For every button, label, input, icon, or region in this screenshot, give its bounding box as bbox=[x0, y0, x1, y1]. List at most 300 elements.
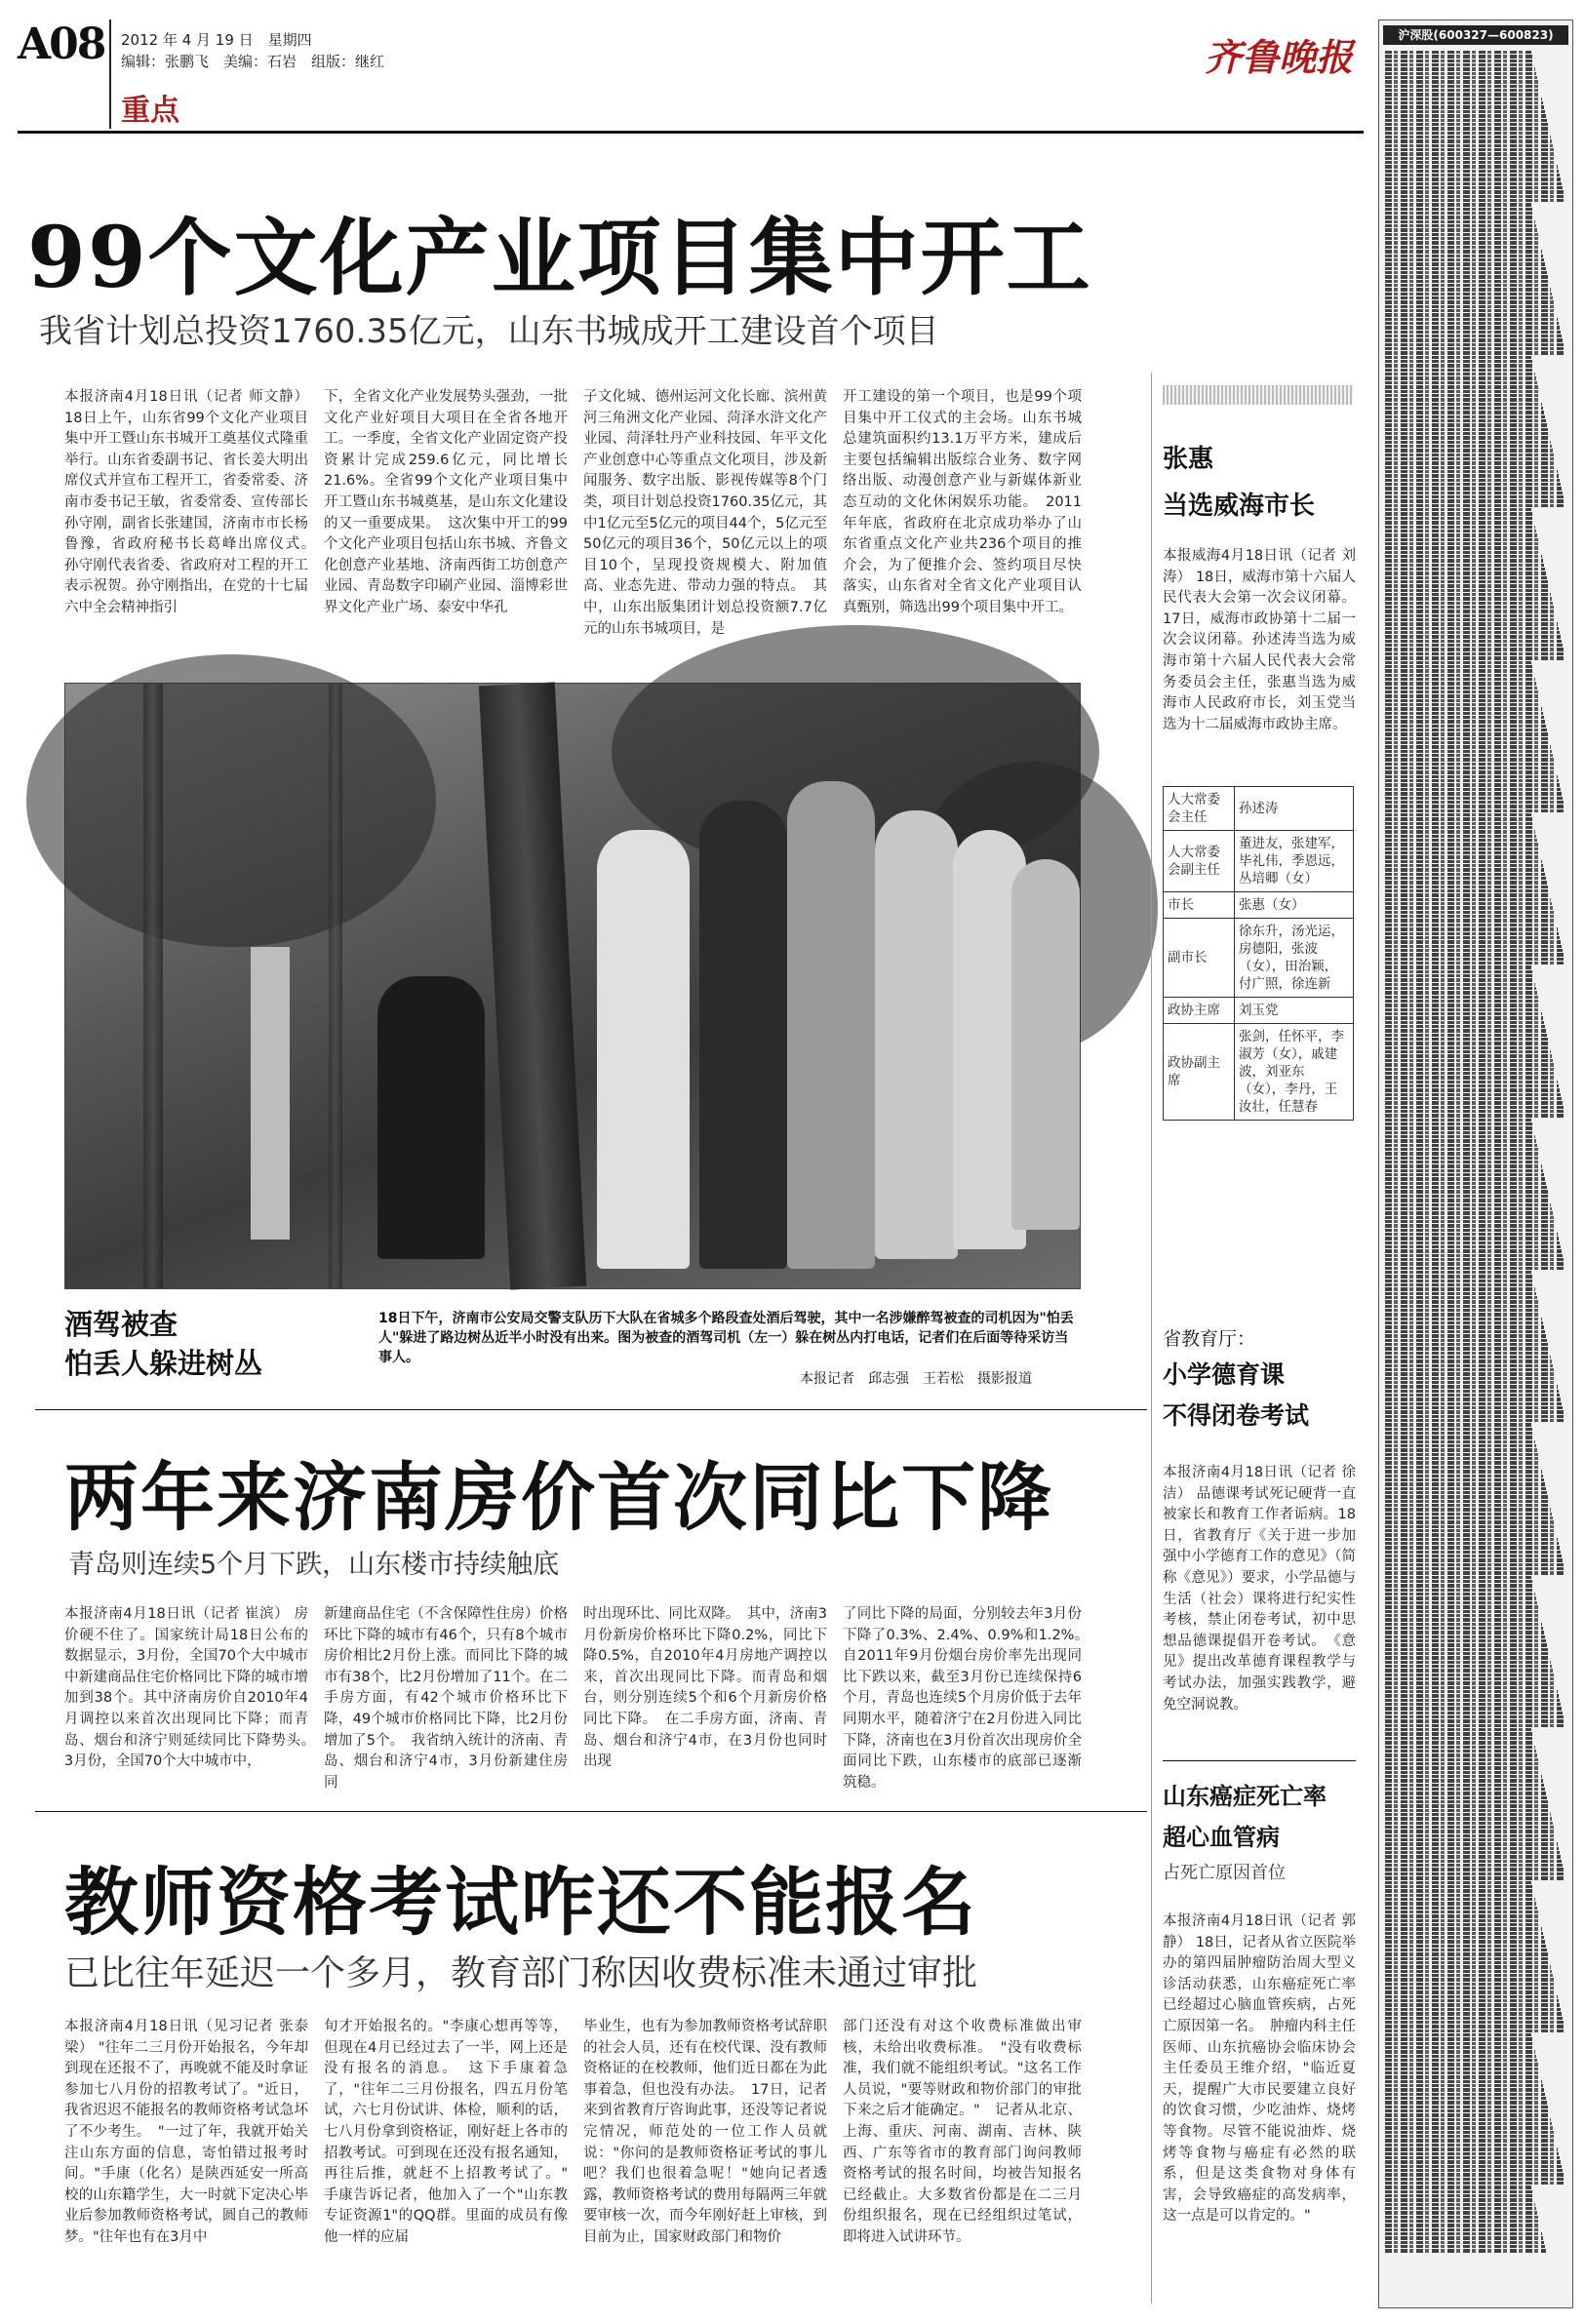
stock-row bbox=[1385, 284, 1550, 287]
stock-row bbox=[1385, 1758, 1538, 1761]
stock-row bbox=[1385, 1470, 1542, 1473]
stock-row bbox=[1385, 1377, 1556, 1380]
stock-row bbox=[1385, 932, 1559, 935]
stock-row bbox=[1385, 241, 1540, 244]
stock-row bbox=[1385, 1152, 1539, 1155]
stock-row bbox=[1385, 1610, 1539, 1613]
stock-row bbox=[1385, 1432, 1533, 1435]
stock-row bbox=[1385, 262, 1545, 265]
stock-row bbox=[1385, 1068, 1555, 1071]
stock-row bbox=[1385, 584, 1549, 587]
stock-row bbox=[1385, 76, 1537, 79]
stock-row bbox=[1385, 300, 1554, 303]
stock-row bbox=[1385, 1119, 1531, 1122]
stock-row bbox=[1385, 1504, 1550, 1507]
stock-row bbox=[1385, 1639, 1546, 1642]
stock-row bbox=[1385, 1910, 1538, 1913]
stock-row bbox=[1385, 1093, 1561, 1096]
stock-row bbox=[1385, 851, 1540, 854]
stock-row bbox=[1385, 741, 1550, 744]
stock-row bbox=[1385, 1779, 1543, 1782]
stock-row bbox=[1385, 1368, 1554, 1371]
stock-row bbox=[1385, 1593, 1535, 1595]
stock-row bbox=[1385, 1054, 1552, 1057]
stock-row bbox=[1385, 945, 1562, 948]
stock-row bbox=[1385, 1021, 1544, 1024]
stock-row bbox=[1385, 542, 1539, 545]
stock-row bbox=[1385, 2050, 1535, 2053]
stock-row bbox=[1385, 991, 1537, 994]
stock-row bbox=[1385, 466, 1557, 469]
stock-row bbox=[1385, 2173, 1564, 2176]
stock-row bbox=[1385, 105, 1544, 108]
stock-row bbox=[1385, 161, 1557, 164]
stock-row bbox=[1385, 186, 1563, 189]
stock-row bbox=[1385, 1457, 1539, 1460]
stock-row bbox=[1385, 1855, 1561, 1858]
photo-title bbox=[64, 1305, 262, 1383]
stock-row bbox=[1385, 390, 1539, 393]
stock-row bbox=[1385, 919, 1556, 922]
stock-row bbox=[1385, 1144, 1537, 1147]
teacher-column-1: 本报济南4月18日讯（见习记者 张泰梁） "往年二三月份开始报名，今年却到现在还报不了，再晚就不能及时拿证参加七八月份的招教考试了。"近日，我省迟迟不能报名的教师资格考试急坏了不少考生。 "一过了年，我就开始关注山东方面的信息，寄怕错过报考时间。"手康（化名）是陕西延安一所高校的山东籍学生，大一时就下定决心毕业后参加教师资格考试，圆自己的教师梦。"往年也有在3月中 bbox=[64, 2019, 308, 2245]
stock-row bbox=[1385, 974, 1533, 977]
stock-row bbox=[1385, 801, 1564, 804]
stock-row bbox=[1385, 1038, 1548, 1041]
stock-row bbox=[1385, 1860, 1562, 1863]
stock-row bbox=[1385, 1868, 1564, 1871]
stock-row bbox=[1385, 2131, 1554, 2134]
stock-row bbox=[1385, 571, 1546, 574]
stock-row bbox=[1385, 783, 1560, 786]
stock-row bbox=[1385, 1817, 1552, 1820]
stock-row bbox=[1385, 953, 1564, 956]
stock-row bbox=[1385, 906, 1553, 909]
official-role: 市长 bbox=[1164, 892, 1235, 919]
stock-row bbox=[1385, 996, 1538, 999]
stock-row bbox=[1385, 962, 1565, 965]
stock-row bbox=[1385, 369, 1534, 372]
stock-row bbox=[1385, 479, 1560, 482]
stock-row bbox=[1385, 1237, 1559, 1240]
stock-row bbox=[1385, 1419, 1565, 1422]
stock-row bbox=[1385, 93, 1541, 96]
stock-row bbox=[1385, 1898, 1535, 1901]
stock-row bbox=[1385, 648, 1564, 650]
stock-row bbox=[1385, 610, 1555, 612]
stock-row bbox=[1385, 1372, 1555, 1375]
stock-row bbox=[1385, 136, 1551, 138]
stock-row bbox=[1385, 1423, 1531, 1426]
stock-row bbox=[1385, 1012, 1542, 1015]
stock-row bbox=[1385, 2147, 1558, 2150]
housing-column-1: 本报济南4月18日讯（记者 崔滨） 房价硬不住了。国家统计局18日公布的数据显示，3月份，全国70个大中城市中新建商品住宅价格同比下降的城市增加到38个。其中济南房价自2010年4月调控以来首次出现同比下降；而青岛、烟台和济宁则延续同比下降势头。 3月份，全国70个大中城市中， bbox=[64, 1606, 323, 1770]
stock-row bbox=[1385, 1233, 1558, 1236]
stock-row bbox=[1385, 233, 1538, 236]
stock-row bbox=[1385, 275, 1548, 278]
stock-row bbox=[1385, 2198, 1534, 2201]
header-divider bbox=[109, 20, 111, 129]
stock-row bbox=[1385, 1478, 1544, 1481]
stock-row bbox=[1385, 690, 1538, 693]
stock-row bbox=[1385, 212, 1533, 215]
stock-row bbox=[1385, 970, 1532, 973]
stock-row bbox=[1385, 190, 1564, 193]
stock-row bbox=[1385, 436, 1550, 439]
stock-row bbox=[1385, 1169, 1543, 1172]
stock-row bbox=[1385, 157, 1556, 160]
stock-row bbox=[1385, 593, 1551, 596]
stock-row bbox=[1385, 423, 1547, 426]
stock-row bbox=[1385, 1719, 1565, 1722]
stock-row bbox=[1385, 101, 1543, 104]
stock-row bbox=[1385, 1211, 1553, 1214]
stock-row bbox=[1385, 1321, 1543, 1324]
stock-row bbox=[1385, 177, 1561, 180]
stock-row bbox=[1385, 1652, 1549, 1655]
stock-row bbox=[1385, 1343, 1548, 1346]
stock-row bbox=[1385, 2216, 1538, 2219]
stock-row bbox=[1385, 2228, 1541, 2231]
stock-row bbox=[1385, 1207, 1552, 1210]
stock-row bbox=[1385, 2101, 1547, 2104]
mayor-body: 本报威海4月18日讯（记者 刘涛） 18日，威海市第十六届人民代表大会第一次会议闭幕。17日，威海市政协第十二届一次会议闭幕。孙述涛当选为威海市第十六届人民代表大会常务委员会主任，张惠当选为威海市人民政府市长，刘玉党当选为十二届威海市政协主席。 bbox=[1163, 548, 1356, 732]
stock-row bbox=[1385, 618, 1557, 621]
stock-row bbox=[1385, 1970, 1552, 1973]
official-role: 人大常委会副主任 bbox=[1164, 831, 1235, 892]
stock-row bbox=[1385, 2203, 1535, 2206]
housing-column-2: 新建商品住宅（不含保障性住房）价格环比下降的城市有46个，只有8个城市房价相比2月份上涨。而同比下降的城市有38个，比2月份增加了11个。在二手房方面，有42个城市价格环比下降，49个城市价格同比下降，比2月份增加了5个。 我省纳入统计的济南、青岛、烟台和济宁4市，3月份新建住房同 bbox=[324, 1606, 568, 1791]
stock-row bbox=[1385, 2194, 1533, 2197]
stock-row bbox=[1385, 1907, 1537, 1910]
stock-row bbox=[1385, 237, 1539, 240]
stock-row bbox=[1385, 80, 1538, 83]
stock-row bbox=[1385, 1623, 1542, 1626]
stock-row bbox=[1385, 1885, 1532, 1888]
stock-row bbox=[1385, 255, 1543, 257]
stock-row bbox=[1385, 1699, 1560, 1702]
stock-row bbox=[1385, 665, 1532, 668]
stock-row bbox=[1385, 1936, 1544, 1939]
stock-row bbox=[1385, 1631, 1544, 1634]
stock-row bbox=[1385, 1334, 1546, 1337]
stock-row bbox=[1385, 517, 1533, 520]
stock-row bbox=[1385, 127, 1549, 130]
stock-row bbox=[1385, 805, 1565, 807]
stock-row bbox=[1385, 1694, 1559, 1697]
stock-row bbox=[1385, 788, 1561, 791]
stock-row bbox=[1385, 1551, 1561, 1554]
stock-row bbox=[1385, 1826, 1554, 1829]
lead-column-1: 本报济南4月18日讯（记者 师文静） 18日上午，山东省99个文化产业项目集中开工暨山东书城开工奠基仪式隆重举行。山东省委副书记、省长姜大明出席仪式并宣布工程开工，省委常委、济南市委书记王敏，省委常委、宣传部长孙守刚，副省长张建国，济南市市长杨鲁豫，省政府秘书长葛峰出席仪式。 孙守刚代表省委、省政府对工程的开工表示祝贺。孙守刚指出，在党的十七届六中全会精神指引 bbox=[64, 389, 323, 615]
stock-row bbox=[1385, 898, 1551, 901]
stock-row bbox=[1385, 1677, 1555, 1680]
stock-row bbox=[1385, 1750, 1536, 1753]
stock-row bbox=[1385, 1029, 1546, 1032]
editors-line: 编辑：张鹏飞 美编：石岩 组版：继红 bbox=[121, 53, 385, 70]
stock-row bbox=[1385, 224, 1536, 227]
stock-row bbox=[1385, 1475, 1543, 1477]
official-names: 孙述涛 bbox=[1235, 787, 1354, 831]
stock-row bbox=[1385, 1983, 1555, 1986]
stock-row bbox=[1385, 1300, 1538, 1303]
stock-row bbox=[1385, 1728, 1531, 1731]
stock-row bbox=[1385, 2135, 1555, 2138]
stock-row bbox=[1385, 1830, 1555, 1832]
stock-row bbox=[1385, 1203, 1551, 1206]
official-role: 政协副主席 bbox=[1164, 1024, 1235, 1121]
housing-subhead: 青岛则连续5个月下跌，山东楼市持续触底 bbox=[68, 1550, 560, 1580]
stock-row bbox=[1385, 699, 1540, 702]
stock-row bbox=[1385, 1063, 1554, 1066]
stock-row bbox=[1385, 725, 1546, 728]
official-names: 张剑，任怀平，李淑芳（女），戚建波，刘亚东（女），李丹，王汝壮，任慧春 bbox=[1235, 1024, 1354, 1121]
stock-row bbox=[1385, 915, 1555, 918]
stock-row bbox=[1385, 1529, 1556, 1532]
stock-row bbox=[1385, 2232, 1542, 2235]
official-role: 副市长 bbox=[1164, 919, 1235, 998]
stock-row bbox=[1385, 2190, 1532, 2193]
stock-row bbox=[1385, 246, 1541, 249]
teacher-column-3: 毕业生，也有为参加教师资格考试辞职的社会人员，还有在校代课、没有教师资格证的在校教师，他们近日都在为此事着急，但也没有办法。 17日，记者来到省教育厅咨询此事，还没等记者说完情况，师范处的一位工作人员就说："你问的是教师资格证考试的事儿吧？我们也很着急呢！"她向记者透露，教师资格考试的费用每隔两三年就要审核一次，而今年刚好赶上审核，到目前为止，国家财政部门和物价 bbox=[583, 2019, 827, 2245]
stock-row bbox=[1385, 1275, 1532, 1278]
officials-row bbox=[1164, 831, 1354, 892]
stock-row bbox=[1385, 1428, 1532, 1431]
section-divider-2 bbox=[35, 1811, 1147, 1812]
stock-row bbox=[1385, 1784, 1544, 1787]
stock-row bbox=[1385, 559, 1543, 562]
stock-row bbox=[1385, 343, 1564, 346]
stock-row bbox=[1385, 1034, 1547, 1037]
stock-row bbox=[1385, 385, 1538, 388]
stock-row bbox=[1385, 2093, 1545, 2096]
stock-row bbox=[1385, 911, 1554, 914]
stock-row bbox=[1385, 449, 1553, 452]
stock-row bbox=[1385, 1280, 1533, 1282]
section-divider-1 bbox=[35, 1409, 1147, 1410]
stock-row bbox=[1385, 432, 1549, 435]
stock-row bbox=[1385, 512, 1532, 515]
stock-row bbox=[1385, 1161, 1541, 1163]
stock-row bbox=[1385, 669, 1533, 672]
stock-row bbox=[1385, 754, 1553, 757]
stock-row bbox=[1385, 2122, 1552, 2125]
teacher-column-2: 旬才开始报名的。"李康心想再等等，但现在4月已经过去了一半，网上还是没有报名的消息。 这下手康着急了，"往年二三月份报名，四五月份笔试，六七月份试讲、体检，顺利的话，七八月份拿到资格证，刚好赶上各市的招教考试。可到现在还没有报名通知，再往后推，就赶不上招教考试了。" 手康告诉记者，他加入了一个"山东教专证资源1"的QQ群。里面的成员有像他一样的应届 bbox=[324, 2019, 582, 2245]
stock-row bbox=[1385, 1508, 1551, 1511]
stock-row bbox=[1385, 1241, 1560, 1244]
stock-row bbox=[1385, 2144, 1557, 2147]
lead-column-3: 子文化城、德州运河文化长廊、滨州黄河三角洲文化产业园、菏泽水浒文化产业园、菏泽牡丹产业科技园、年平文化产业创意中心等重点文化项目，涉及新闻服务、数字出版、影视传媒等8个门类，项目计划总投资1760.35亿元，其中1亿元至5亿元的项目44个，5亿元至50亿元的项目36个，50亿元以上的项目10个，呈现投资规模大、附加值高、业态先进、带动力强的特点。 其中，山东出版集团计划总投资额7.7亿元的山东书城项目，是 bbox=[583, 389, 827, 637]
stock-row bbox=[1385, 1461, 1540, 1464]
lead-headline: 99个文化产业项目集中开工 bbox=[27, 209, 1092, 307]
officials-row bbox=[1164, 1024, 1354, 1121]
stock-row bbox=[1385, 1444, 1536, 1447]
officials-row bbox=[1164, 892, 1354, 919]
stock-row bbox=[1385, 2118, 1551, 2121]
stock-row bbox=[1385, 360, 1532, 363]
stock-row bbox=[1385, 674, 1534, 677]
stock-row bbox=[1385, 763, 1555, 766]
stock-row bbox=[1385, 889, 1549, 892]
stock-row bbox=[1385, 364, 1533, 367]
stock-row bbox=[1385, 1987, 1556, 1989]
stock-row bbox=[1385, 1851, 1560, 1854]
stock-row bbox=[1385, 1914, 1539, 1917]
cancer-headline-2: 超心血管病 bbox=[1163, 1824, 1280, 1851]
mayor-headline-1: 张惠 bbox=[1163, 445, 1214, 474]
stock-row bbox=[1385, 2211, 1537, 2214]
stock-row bbox=[1385, 1596, 1536, 1599]
stock-row bbox=[1385, 1741, 1534, 1744]
stock-row bbox=[1385, 1567, 1565, 1570]
lead-subhead: 我省计划总投资1760.35亿元，山东书城成开工建设首个项目 bbox=[39, 312, 939, 351]
stock-row bbox=[1385, 331, 1561, 334]
stock-row bbox=[1385, 2008, 1561, 2011]
stock-row bbox=[1385, 1533, 1557, 1536]
stock-row bbox=[1385, 63, 1534, 66]
stock-row bbox=[1385, 1571, 1565, 1574]
stock-row bbox=[1385, 309, 1556, 312]
stock-row bbox=[1385, 1487, 1546, 1490]
stock-row bbox=[1385, 1681, 1556, 1684]
officials-row bbox=[1164, 919, 1354, 998]
stock-row bbox=[1385, 1173, 1544, 1176]
officials-row bbox=[1164, 787, 1354, 831]
stock-row bbox=[1385, 1385, 1558, 1388]
teacher-subhead: 已比往年延迟一个多月，教育部门称因收费标准未通过审批 bbox=[64, 1953, 978, 1993]
stock-row bbox=[1385, 2097, 1546, 2100]
stock-row bbox=[1385, 110, 1545, 113]
stock-row bbox=[1385, 1864, 1563, 1867]
stock-row bbox=[1385, 1216, 1554, 1219]
stock-row bbox=[1385, 758, 1554, 761]
stock-row bbox=[1385, 521, 1534, 524]
housing-column-4: 了同比下降的局面，分别较去年3月份下降了0.3%、2.4%、0.9%和1.2%。 自2011年9月份烟台房价率先出现同比下跌以来，截至3月份已连续保持6个月，青岛也连续5个月房价低于去年同期水平，随着济宁在2月份进入同比下降，济南也在3月份首次出现房价全面同比下跌，山东楼市的底部已逐渐筑稳。 bbox=[843, 1606, 1096, 1791]
stock-row bbox=[1385, 1949, 1547, 1951]
stock-row bbox=[1385, 1287, 1535, 1290]
stock-row bbox=[1385, 860, 1542, 863]
stock-row bbox=[1385, 335, 1562, 337]
stock-row bbox=[1385, 1656, 1550, 1659]
stock-row bbox=[1385, 847, 1539, 850]
stock-row bbox=[1385, 720, 1545, 723]
stock-row bbox=[1385, 1923, 1541, 1926]
cancer-headline-1: 山东癌症死亡率 bbox=[1163, 1783, 1327, 1810]
stock-row bbox=[1385, 779, 1559, 782]
stock-row bbox=[1385, 1135, 1535, 1138]
stock-row bbox=[1385, 174, 1560, 177]
official-role: 政协主席 bbox=[1164, 998, 1235, 1024]
stock-row bbox=[1385, 2055, 1536, 2058]
stock-row bbox=[1385, 1042, 1549, 1044]
stock-row bbox=[1385, 1542, 1559, 1545]
stock-row bbox=[1385, 1106, 1564, 1109]
stock-row bbox=[1385, 376, 1536, 379]
stock-row bbox=[1385, 597, 1552, 600]
stock-row bbox=[1385, 1123, 1532, 1125]
stock-row bbox=[1385, 67, 1535, 70]
stock-row bbox=[1385, 199, 1565, 202]
stock-row bbox=[1385, 792, 1562, 795]
stock-row bbox=[1385, 2165, 1562, 2168]
stock-row bbox=[1385, 1945, 1546, 1948]
stock-row bbox=[1385, 381, 1537, 384]
stock-row bbox=[1385, 347, 1565, 350]
lead-column-2: 下，全省文化产业发展势头强劲，一批文化产业好项目大项目在全省各地开工。一季度，全省文化产业固定资产投资累计完成259.6亿元，同比增长21.6%。全省99个文化产业项目集中开工暨山东书城奠基，是山东文化建设的又一重要成果。 这次集中开工的99个文化产业项目包括山东书城、齐鲁文化创意产业基地、济南西街工坊创意产业园、青岛数字印刷产业园、淄博彩世界文化产业广场、泰安中华孔 bbox=[324, 389, 568, 615]
stock-row bbox=[1385, 2186, 1531, 2188]
stock-row bbox=[1385, 293, 1552, 295]
stock-row bbox=[1385, 1339, 1547, 1342]
stock-row bbox=[1385, 940, 1561, 943]
moral-headline-1: 小学德育课 bbox=[1163, 1360, 1286, 1389]
stock-row bbox=[1385, 1495, 1548, 1498]
stock-row bbox=[1385, 2113, 1550, 2116]
stock-row bbox=[1385, 1440, 1535, 1443]
stock-row bbox=[1385, 555, 1542, 558]
stock-row bbox=[1385, 170, 1559, 173]
stock-row bbox=[1385, 893, 1550, 896]
stock-row bbox=[1385, 822, 1533, 825]
stock-row bbox=[1385, 1199, 1550, 1201]
stock-row bbox=[1385, 1097, 1562, 1100]
stock-row bbox=[1385, 1008, 1541, 1011]
stock-row bbox=[1385, 1580, 1532, 1583]
stock-row bbox=[1385, 1563, 1564, 1566]
stock-row bbox=[1385, 635, 1561, 638]
stock-row bbox=[1385, 2169, 1563, 2172]
stock-row bbox=[1385, 1724, 1565, 1727]
stock-row bbox=[1385, 1330, 1545, 1333]
stock-row bbox=[1385, 98, 1542, 100]
stock-row bbox=[1385, 1004, 1540, 1006]
stock-row bbox=[1385, 419, 1546, 422]
stock-row bbox=[1385, 1466, 1541, 1469]
stock-row bbox=[1385, 2075, 1541, 2078]
stock-row bbox=[1385, 1753, 1537, 1756]
stock-row bbox=[1385, 2241, 1544, 2244]
stock-row bbox=[1385, 830, 1535, 833]
stock-row bbox=[1385, 533, 1537, 536]
stock-row bbox=[1385, 767, 1556, 769]
stock-row bbox=[1385, 2012, 1562, 2015]
stock-row bbox=[1385, 602, 1553, 605]
stock-row bbox=[1385, 2088, 1544, 2091]
stock-row bbox=[1385, 1990, 1557, 1993]
stock-row bbox=[1385, 712, 1543, 715]
stock-row bbox=[1385, 1390, 1559, 1393]
stock-row bbox=[1385, 220, 1535, 223]
stock-row bbox=[1385, 1220, 1555, 1223]
stock-row bbox=[1385, 59, 1533, 62]
official-names: 刘玉党 bbox=[1235, 998, 1354, 1024]
stock-row bbox=[1385, 2160, 1561, 2163]
date-line: 2012 年 4 月 19 日 星期四 bbox=[121, 31, 312, 49]
stock-row bbox=[1385, 373, 1535, 375]
stock-row bbox=[1385, 817, 1532, 820]
stock-row bbox=[1385, 1635, 1545, 1638]
stock-row bbox=[1385, 1139, 1536, 1142]
stock-row bbox=[1385, 1398, 1561, 1400]
moral-kicker: 省教育厅： bbox=[1163, 1328, 1256, 1350]
stock-row bbox=[1385, 1674, 1554, 1676]
teacher-column-4: 部门还没有对这个收费标准做出审核，未给出收费标准。 "没有收费标准，我们就不能组织考试。"这名工作人员说，"要等财政和物价部门的审批下来之后才能确定。" 记者从北京、上海、重庆、河南、湖南、吉林、陕西、广东等省市的教育部门询问教师资格考试的报名时间，均被告知报名已经截止。大多数省份都是在二三月份组织报名，现在已经组织过笔试，即将进入试讲环节。 bbox=[843, 2019, 1082, 2245]
stock-row bbox=[1385, 1876, 1565, 1879]
stock-row bbox=[1385, 394, 1540, 397]
stock-row bbox=[1385, 1746, 1535, 1749]
stock-row bbox=[1385, 949, 1563, 952]
stock-row bbox=[1385, 453, 1554, 456]
stock-row bbox=[1385, 868, 1544, 871]
